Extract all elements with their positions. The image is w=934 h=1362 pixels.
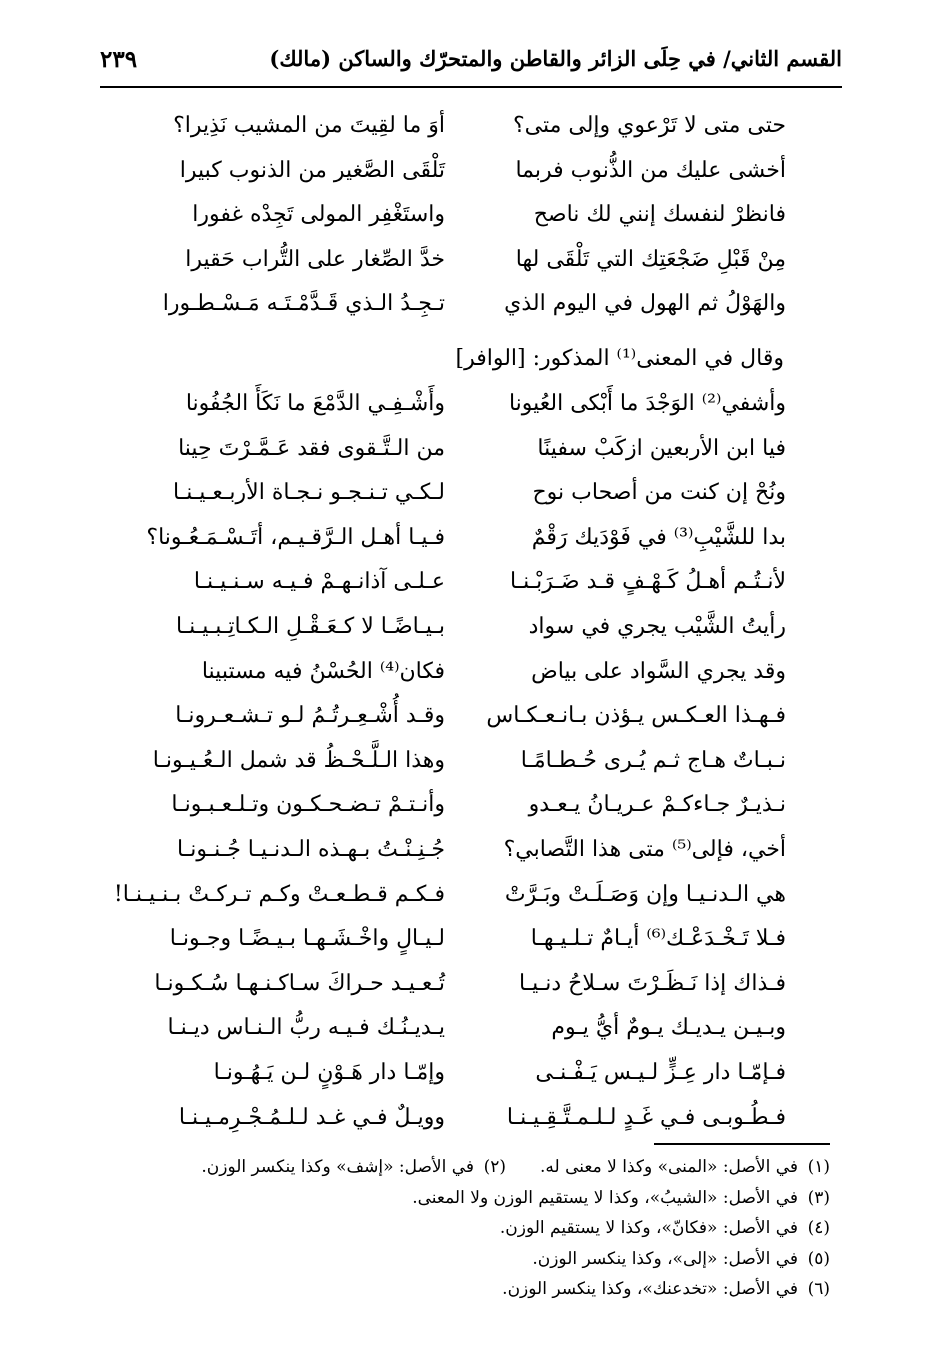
- footnotes: [100, 1152, 830, 1305]
- verse-line: [120, 783, 838, 828]
- footnote-text: في الأصل: «المنى» وكذا لا معنى له.: [540, 1157, 798, 1177]
- verse-line: [120, 605, 838, 650]
- second-hemistich: فـيـا أهـل الـرَّقـيـم، أتَـسْـمَـعُـونا؟: [146, 524, 445, 550]
- second-hemistich: تُـعـيـد حـراكَ سـاكـنـهـا سُـكـونـا: [154, 970, 445, 996]
- second-hemistich: أوَ ما لقِيتَ من المشيب نَذِيرا؟: [173, 113, 445, 138]
- first-hemistich: والهَوْلُ ثم الهول في اليوم الذي: [504, 291, 786, 317]
- verse-line: [120, 104, 838, 149]
- page-number: ٢٣٩: [100, 46, 138, 73]
- first-hemistich: لأنـتُـم أهـلُ كَـهْـفٍ قـد ضَـرَبْـنـا: [509, 569, 786, 595]
- footnote-row: [100, 1274, 830, 1305]
- footnote-text: في الأصل: «فكانّ»، وكذا لا يستقيم الوزن.: [499, 1218, 798, 1238]
- footnote-number: (٤): [807, 1218, 830, 1238]
- verse-line: [120, 1006, 838, 1051]
- first-hemistich: فيا ابن الأربعين ازكَبْ سفينًا: [537, 435, 786, 461]
- second-hemistich: عـلـى آذانـهـمْ فـيـه سـنـيـنـا: [193, 569, 445, 595]
- verse-line: [120, 282, 838, 327]
- second-hemistich: وقـد أُشْـعِـرتُـمُ لـو تـشـعـرونـا: [175, 703, 445, 729]
- verse-line: [120, 471, 838, 516]
- verse-line: [120, 1051, 838, 1096]
- second-hemistich: واستَغْفِر المولى تَجِدْه غفورا: [192, 202, 445, 228]
- second-hemistich: تَلْقَى الصَّغير من الذنوب كبيرا: [179, 157, 445, 183]
- verse-line: [120, 962, 838, 1007]
- first-hemistich: فـإمّـا دار عِـزٍّ لـيـس يَـفْـنـى: [535, 1059, 786, 1085]
- verse-line: [120, 739, 838, 784]
- second-hemistich: من الـتَّـقوى فقد عَـمَّـرْتَ حِينا: [178, 435, 445, 461]
- first-hemistich: رأيتُ الشَّيْب يجري في سواد: [528, 613, 786, 639]
- verse-line: [120, 828, 838, 873]
- footnote-row: [100, 1183, 830, 1214]
- verse-line: [120, 917, 838, 962]
- poem-1: [120, 104, 838, 327]
- verse-line: [120, 427, 838, 472]
- footnote-text: في الأصل: «تخدعنك»، وكذا ينكسر الوزن.: [502, 1279, 798, 1299]
- second-hemistich: وإمّـا دار هَـوْنٍ لـن يَـهُـونـا: [213, 1059, 445, 1085]
- second-hemistich: خدَّ الصِّغار على التُّراب حَقيرا: [185, 246, 445, 272]
- first-hemistich: فانظرْ لنفسك إنني لك ناصح: [533, 202, 786, 228]
- second-hemistich: لـيـالٍ واخْـشَـهـا بـيـضًـا وجـونـا: [169, 926, 445, 952]
- first-hemistich: فـلا تَـخْـدَعْـك⁽⁶⁾ أيـامٌ تـلـيـهـا: [530, 926, 786, 952]
- first-hemistich: فـهـذا العـكـس يـؤذن بـانـعـكـاس: [486, 703, 786, 729]
- first-hemistich: وأشفي⁽²⁾ الوَجْدَ ما أَبْكى العُيونا: [508, 391, 786, 416]
- footnote-number: (٣): [807, 1187, 830, 1208]
- verse-line: [120, 650, 838, 695]
- poem-2: [113, 382, 838, 1140]
- second-hemistich: يـديـنُـك فـيـه ربُّ الـنـاس ديـنـا: [167, 1015, 445, 1041]
- footnotes-divider: [654, 1143, 830, 1145]
- verse-line: [120, 149, 838, 194]
- footnote-text: في الأصل: «الشيبُ»، وكذا لا يستقيم الوزن ولا المعنى.: [412, 1187, 798, 1208]
- footnote-text: في الأصل: «إشف» وكذا ينكسر الوزن.: [201, 1157, 475, 1177]
- footnote-number: (٥): [807, 1248, 830, 1269]
- footnote-number: (٦): [807, 1279, 830, 1299]
- footnote: [412, 1183, 830, 1214]
- second-hemistich: جُـنِـنْـتُ بـهـذه الـدنـيـا جُـنـونـا: [177, 836, 445, 862]
- first-hemistich: فـطُـوبـى فـي غَـدٍ لـلـمـتَّـقِـيـنـا: [506, 1104, 786, 1130]
- verse-line: [120, 193, 838, 238]
- first-hemistich: أخي، فإلى⁽⁵⁾ متى هذا التَّصابي؟: [503, 836, 786, 862]
- second-hemistich: وهذا الـلَّـحْـظُ قد شمل الـعُـيـونـا: [152, 747, 445, 773]
- second-hemistich: بـيـاضًـا لا كـعَـقْـلِ الـكـاتِـبـيـنـا: [175, 613, 445, 639]
- poem-intro: وقال في المعنى⁽¹⁾ المذكور: [الوافر]: [455, 346, 784, 371]
- footnote: [201, 1152, 506, 1183]
- verse-line: [120, 694, 838, 739]
- second-hemistich: تـجِـدُ الـذي قَـدَّمْـتَـه مَـسْـطـورا: [162, 291, 445, 317]
- first-hemistich: نـبـاتٌ هـاج ثـم يُـرى حُـطـامًـا: [520, 747, 786, 773]
- footnote-number: (٢): [483, 1157, 507, 1177]
- second-hemistich: لـكـي تـنـجـو نـجـاة الأربـعـيـنـا: [173, 480, 445, 506]
- first-hemistich: حتى متى لا تَرْعوي وإلى متى؟: [512, 113, 786, 138]
- first-hemistich: أخشى عليك من الذُّنوب فربما: [515, 157, 786, 183]
- first-hemistich: وقد يجري السَّواد على بياض: [531, 658, 786, 684]
- footnote: [500, 1213, 830, 1244]
- running-head: القسم الثاني/ في حِلَى الزائر والقاطن والمتحرّك والساكن (مالك): [269, 46, 842, 71]
- first-hemistich: نـذيـرٌ جـاءكـمْ عـريـانُ يـعـدو: [528, 792, 786, 818]
- verse-line: [120, 516, 838, 561]
- footnote: [502, 1274, 830, 1305]
- footnote-row: [100, 1213, 830, 1244]
- verse-line: [120, 560, 838, 605]
- first-hemistich: ونُحْ إن كنت من أصحاب نوح: [532, 480, 786, 506]
- first-hemistich: مِنْ قَبْلِ ضَجْعَتِك التي تَلْقَى لها: [515, 246, 786, 272]
- verse-line: [113, 873, 838, 918]
- first-hemistich: بدا للشَّيْبِ⁽³⁾ في فَوْدَيك رَقْمٌ: [531, 524, 786, 550]
- footnote-row: [100, 1244, 830, 1275]
- footnote-row: [100, 1152, 830, 1183]
- verse-line: [120, 1096, 838, 1141]
- footnote-number: (١): [807, 1157, 830, 1177]
- second-hemistich: وويـلٌ فـي غـد لـلـمُـجْـرِمـيـنـا: [178, 1104, 445, 1130]
- second-hemistich: فـكـم قـطـعـتْ وكـم تـركـتْ بـنـيـنـا!: [113, 881, 445, 907]
- first-hemistich: هي الـدنـيـا وإن وَصَـلَـتْ وبَـرَّتْ: [504, 881, 786, 907]
- second-hemistich: وأنـتـمْ تـضـحـكـون وتـلـعـبـونـا: [171, 792, 445, 818]
- first-hemistich: فـذاك إذا نَـظَـرْتَ سـلاحُ دنـيـا: [518, 970, 786, 996]
- first-hemistich: وبـيـن يـديـك يـومٌ أيُّ يـوم: [551, 1015, 786, 1041]
- second-hemistich: فكان⁽⁴⁾ الحُسْنُ فيه مستبينا: [201, 658, 445, 684]
- second-hemistich: وأَشْـفِـي الدَّمْعَ ما نَكَأَ الجُفُونا: [185, 391, 445, 416]
- verse-line: [120, 382, 838, 427]
- footnote: [540, 1152, 830, 1183]
- footnote: [532, 1244, 830, 1275]
- verse-line: [120, 238, 838, 283]
- page-header: [100, 42, 842, 88]
- footnote-text: في الأصل: «إلى»، وكذا ينكسر الوزن.: [532, 1248, 798, 1269]
